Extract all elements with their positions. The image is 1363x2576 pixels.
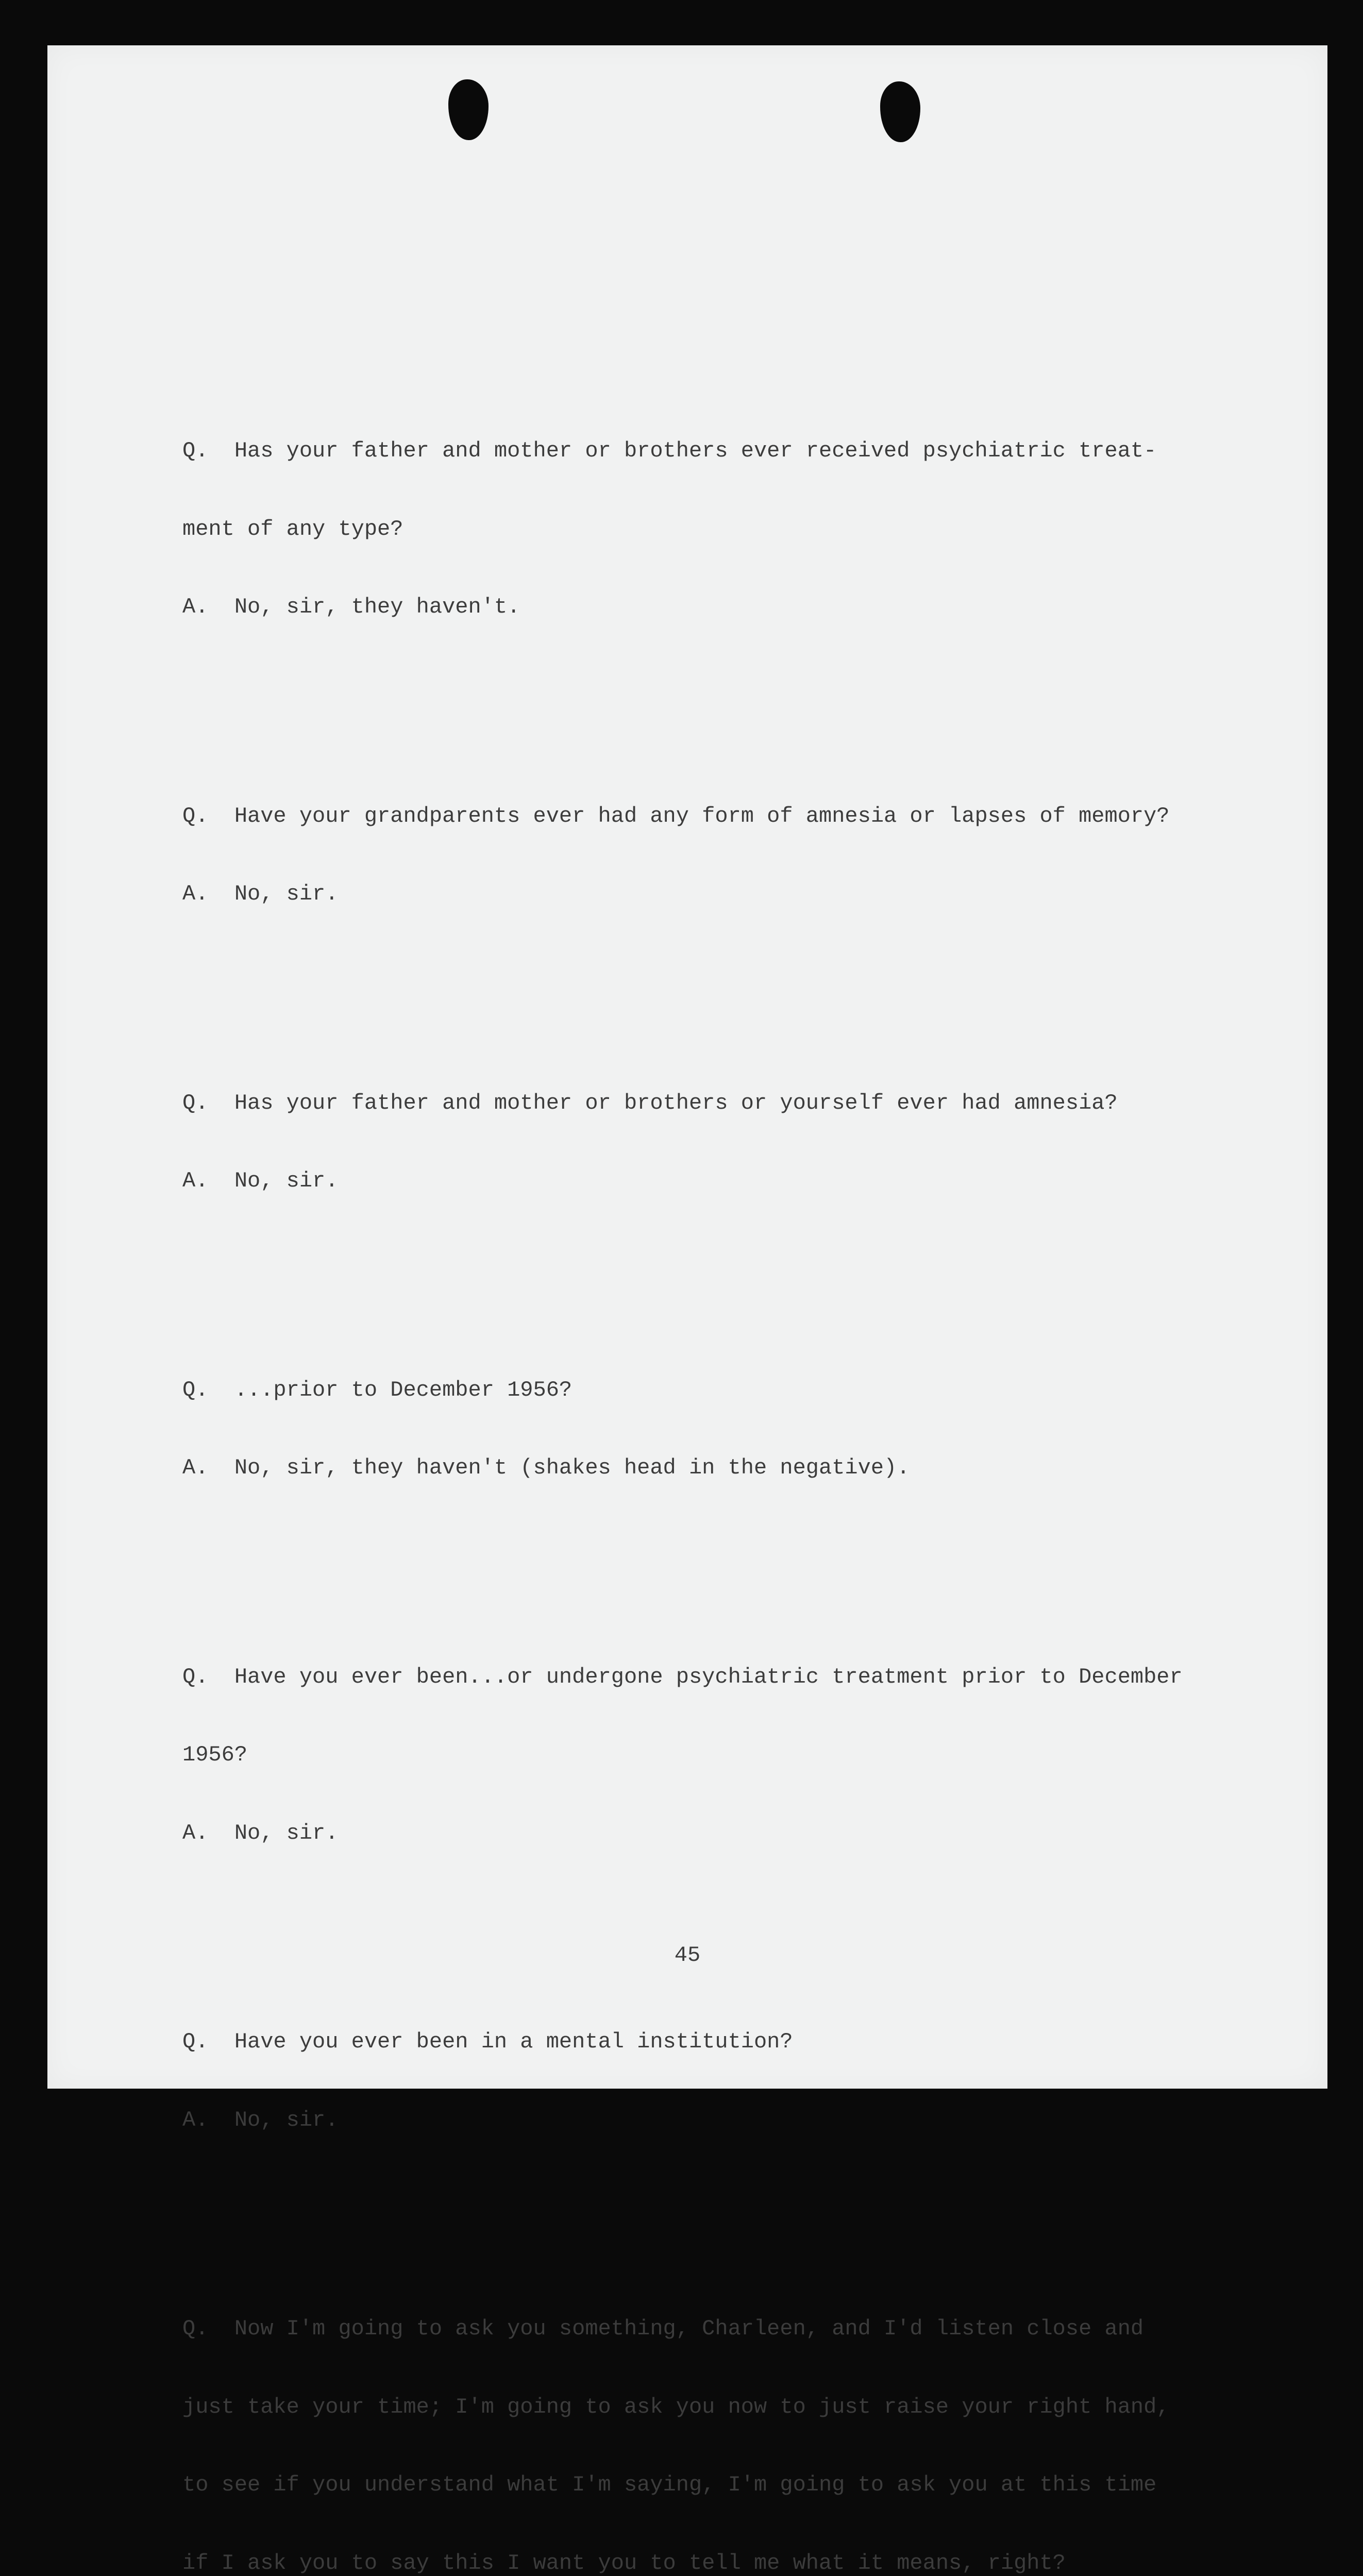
transcript-line: Q. Have your grandparents ever had any form of amnesia or lapses of memory? [182,803,1332,829]
transcript-line: Q. Has your father and mother or brothers ever received psychiatric treat- [182,438,1332,464]
transcript-line: Q. Have you ever been...or undergone psychiatric treatment prior to December [182,1664,1332,1690]
transcript-line: A. No, sir. [182,2107,1332,2133]
qa-entry [182,751,1332,959]
transcript-line: A. No, sir. [182,1820,1332,1846]
qa-entry [182,386,1332,672]
transcript-line: Q. ...prior to December 1956? [182,1377,1332,1403]
transcript-body [182,334,1332,2576]
punch-hole-left [448,79,489,140]
qa-entry [182,1325,1332,1533]
transcript-line: A. No, sir, they haven't. [182,594,1332,620]
transcript-line: if I ask you to say this I want you to tell me what it means, right? [182,2550,1332,2576]
transcript-line: just take your time; I'm going to ask you now to just raise your right hand, [182,2394,1332,2420]
page-number: 45 [47,1943,1327,1968]
punch-hole-right [880,81,920,142]
document-page [47,45,1327,2089]
qa-entry [182,2264,1332,2576]
transcript-line: Q. Now I'm going to ask you something, Charleen, and I'd listen close and [182,2316,1332,2342]
transcript-line: ment of any type? [182,516,1332,543]
transcript-line: to see if you understand what I'm saying, I'm going to ask you at this time [182,2472,1332,2498]
transcript-line: A. No, sir, they haven't (shakes head in the negative). [182,1455,1332,1481]
qa-entry [182,1612,1332,1899]
transcript-line: Q. Has your father and mother or brothers or yourself ever had amnesia? [182,1090,1332,1116]
transcript-line: Q. Have you ever been in a mental institution? [182,2029,1332,2055]
qa-entry [182,1038,1332,1246]
transcript-line: A. No, sir. [182,881,1332,907]
qa-entry [182,1977,1332,2185]
transcript-line: A. No, sir. [182,1168,1332,1194]
transcript-line: 1956? [182,1742,1332,1768]
